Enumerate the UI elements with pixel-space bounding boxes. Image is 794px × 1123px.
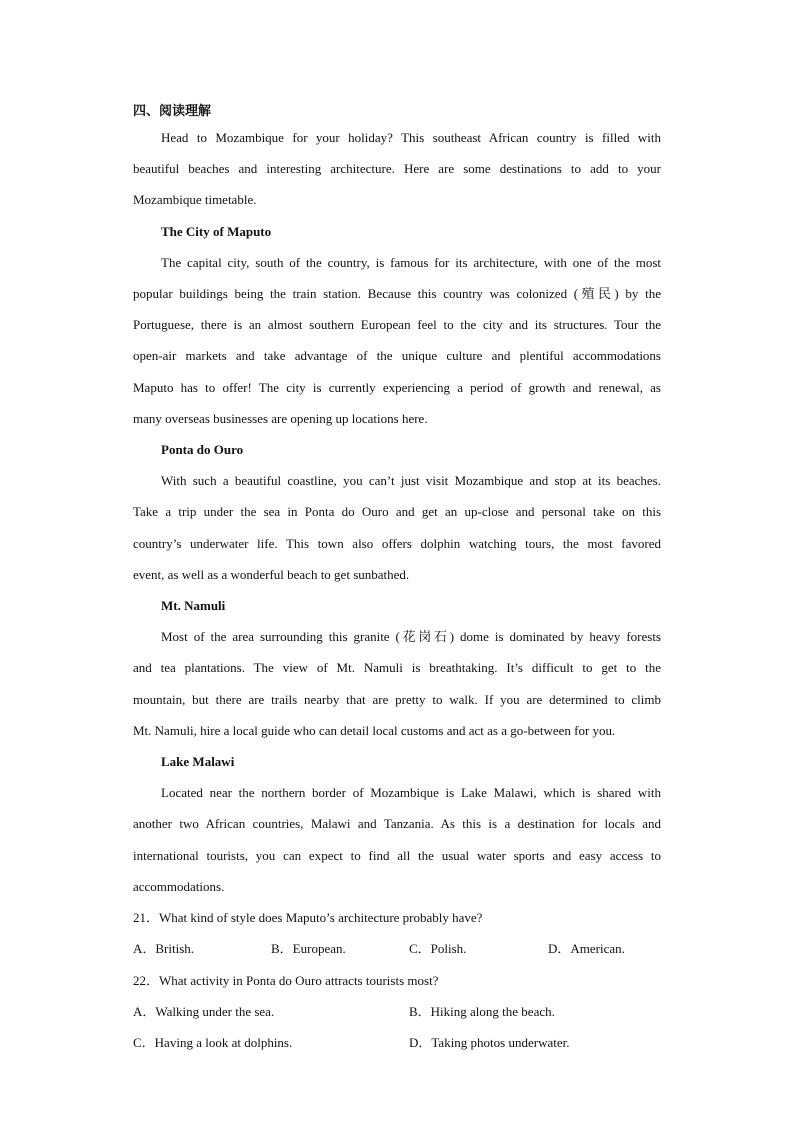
question-stem-22: 22．What activity in Ponta do Ouro attracts tourists most? (133, 973, 439, 988)
paragraph-line: country’s underwater life. This town also offers dolphin watching tours, the most favored (133, 536, 661, 551)
paragraph-line: another two African countries, Malawi and Tanzania. As this is a destination for locals and (133, 816, 661, 831)
paragraph-line: international tourists, you can expect to find all the usual water sports and easy access to (133, 848, 661, 863)
question-stem-21: 21．What kind of style does Maputo’s architecture probably have? (133, 910, 483, 925)
paragraph-line: Located near the northern border of Mozambique is Lake Malawi, which is shared with (161, 785, 661, 800)
intro-line: Head to Mozambique for your holiday? This southeast African country is filled with (161, 130, 661, 145)
paragraph-line: Most of the area surrounding this granite (花岗石) dome is dominated by heavy forests (161, 629, 661, 644)
paragraph-line: Take a trip under the sea in Ponta do Ouro and get an up-close and personal take on this (133, 504, 661, 519)
paragraph-line: many overseas businesses are opening up locations here. (133, 411, 428, 426)
answer-option[interactable]: B．European. (271, 941, 346, 956)
paragraph-line: The capital city, south of the country, is famous for its architecture, with one of the most (161, 255, 661, 270)
paragraph-line: open-air markets and take advantage of the unique culture and plentiful accommodations (133, 348, 661, 363)
section-heading-maputo: The City of Maputo (161, 224, 272, 239)
answer-option[interactable]: D．Taking photos underwater. (409, 1035, 570, 1050)
paragraph-line: and tea plantations. The view of Mt. Namuli is breathtaking. It’s difficult to get to the (133, 660, 661, 675)
section-heading-ponta-do-ouro: Ponta do Ouro (161, 442, 244, 457)
paragraph-line: event, as well as a wonderful beach to get sunbathed. (133, 567, 410, 582)
paragraph-line: accommodations. (133, 879, 225, 894)
answer-option[interactable]: A．British. (133, 941, 195, 956)
answer-option[interactable]: B．Hiking along the beach. (409, 1004, 555, 1019)
intro-line: Mozambique timetable. (133, 192, 257, 207)
answer-option[interactable]: C．Polish. (409, 941, 467, 956)
paragraph-line: Maputo has to offer! The city is currently experiencing a period of growth and renewal, as (133, 380, 661, 395)
section-title: 四、阅读理解 (133, 104, 212, 119)
paragraph-line: mountain, but there are trails nearby that are pretty to walk. If you are determined to climb (133, 692, 661, 707)
section-heading-lake-malawi: Lake Malawi (161, 754, 235, 769)
section-heading-mt-namuli: Mt. Namuli (161, 598, 226, 613)
intro-line: beautiful beaches and interesting architecture. Here are some destinations to add to your (133, 161, 661, 176)
paragraph-line: Portuguese, there is an almost southern European feel to the city and its structures. Tour the (133, 317, 661, 332)
answer-option[interactable]: A．Walking under the sea. (133, 1004, 275, 1019)
paragraph-line: With such a beautiful coastline, you can’t just visit Mozambique and stop at its beaches. (161, 473, 661, 488)
answer-option[interactable]: C．Having a look at dolphins. (133, 1035, 293, 1050)
answer-option[interactable]: D．American. (548, 941, 625, 956)
paragraph-line: popular buildings being the train station. Because this country was colonized (殖民) by the (133, 286, 661, 301)
paragraph-line: Mt. Namuli, hire a local guide who can detail local customs and act as a go-between for you. (133, 723, 616, 738)
